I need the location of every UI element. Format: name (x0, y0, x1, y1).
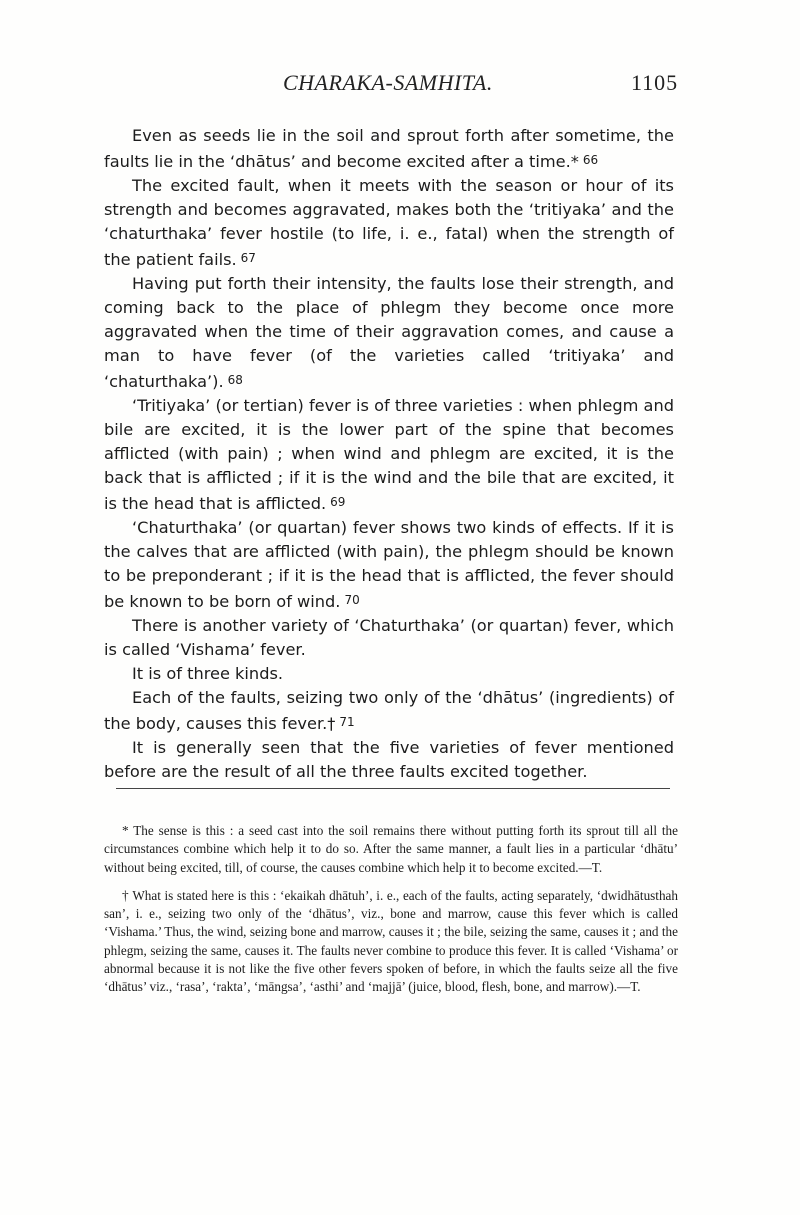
paragraph (104, 736, 674, 784)
verse-number: 67 (240, 251, 256, 265)
verse-number: 71 (339, 715, 355, 729)
main-text (104, 124, 674, 784)
paragraph-text: There is another variety of ‘Chaturthaka’ (or quartan) fever, which is called ‘Vishama’ fever. (104, 616, 674, 659)
running-head (0, 70, 800, 100)
verse-number: 69 (330, 495, 346, 509)
footnote: † What is stated here is this : ‘ekaikah dhātuh’, i. e., each of the faults, acting separately, ‘dwidhātusthah san’, i. e., seizing two only of the ‘dhātus’, viz., bone and marrow, cause this fever which is called ‘Vishama.’ Thus, the wind, seizing bone and marrow, causes it ; the bile, seizing the same, causes it ; and the phlegm, seizing the same, causes it. The faults never combine to produce this fever. It is called ‘Vishama’ or abnormal because it is not like the five other fevers spoken of before, in which the faults seize all the five ‘dhātus’ viz., ‘rasa’, ‘rakta’, ‘māngsa’, ‘asthi’ and ‘majjā’ (juice, blood, flesh, bone, and marrow).—T. (104, 887, 678, 995)
paragraph (104, 516, 674, 614)
paragraph-text: Having put forth their intensity, the faults lose their strength, and coming back to the place of phlegm they become once more aggravated when the time of their aggravation comes, and cause a man to have fever (of the varieties called ‘tritiyaka’ and ‘chaturthaka’). (104, 274, 674, 391)
paragraph-text: ‘Tritiyaka’ (or tertian) fever is of three varieties : when phlegm and bile are excited, it is the lower part of the spine that becomes afflicted (with pain) ; when wind and phlegm are excited, it is the back that is afflicted ; if it is the wind and the bile that are excited, it is the head that is afflicted. (104, 396, 674, 513)
running-head-title: CHARAKA-SAMHITA. (283, 70, 493, 95)
paragraph (104, 686, 674, 736)
paragraph-text: It is of three kinds. (132, 664, 284, 683)
footnotes (104, 822, 678, 1007)
paragraph (104, 662, 674, 686)
verse-number: 68 (227, 373, 243, 387)
page-number: 1105 (631, 70, 679, 95)
paragraph (104, 174, 674, 272)
paragraph-text: It is generally seen that the five varieties of fever mentioned before are the result of all the three faults excited together. (104, 738, 674, 781)
paragraph (104, 124, 674, 174)
verse-number: 66 (582, 153, 599, 167)
paragraph-text: The excited fault, when it meets with the season or hour of its strength and becomes aggravated, makes both the ‘tritiyaka’ and the ‘chaturthaka’ fever hostile (to life, i. e., fatal) when the strength of the patient fails. (104, 176, 674, 269)
paragraph (104, 394, 674, 516)
paragraph-text: ‘Chaturthaka’ (or quartan) fever shows two kinds of effects. If it is the calves that are afflicted (with pain), the phlegm should be known to be preponderant ; if it is the head that is afflicted, the fever should be known to be born of wind. (104, 518, 674, 611)
paragraph (104, 272, 674, 394)
paragraph-text: Each of the faults, seizing two only of the ‘dhātus’ (ingredients) of the body, causes this fever.† (104, 688, 674, 733)
footnote: * The sense is this : a seed cast into the soil remains there without putting forth its sprout till all the circumstances combine which help it to do so. After the same manner, a fault lies in a particular ‘dhātu’ without being excited, till, of course, the causes combine which help it to become excited.—T. (104, 823, 678, 875)
verse-number: 70 (344, 593, 360, 607)
footnote-divider (116, 788, 670, 789)
paragraph-text: Even as seeds lie in the soil and sprout forth after sometime, the faults lie in the ‘dhātus’ and become excited after a time.* (104, 126, 674, 171)
paragraph (104, 614, 674, 662)
